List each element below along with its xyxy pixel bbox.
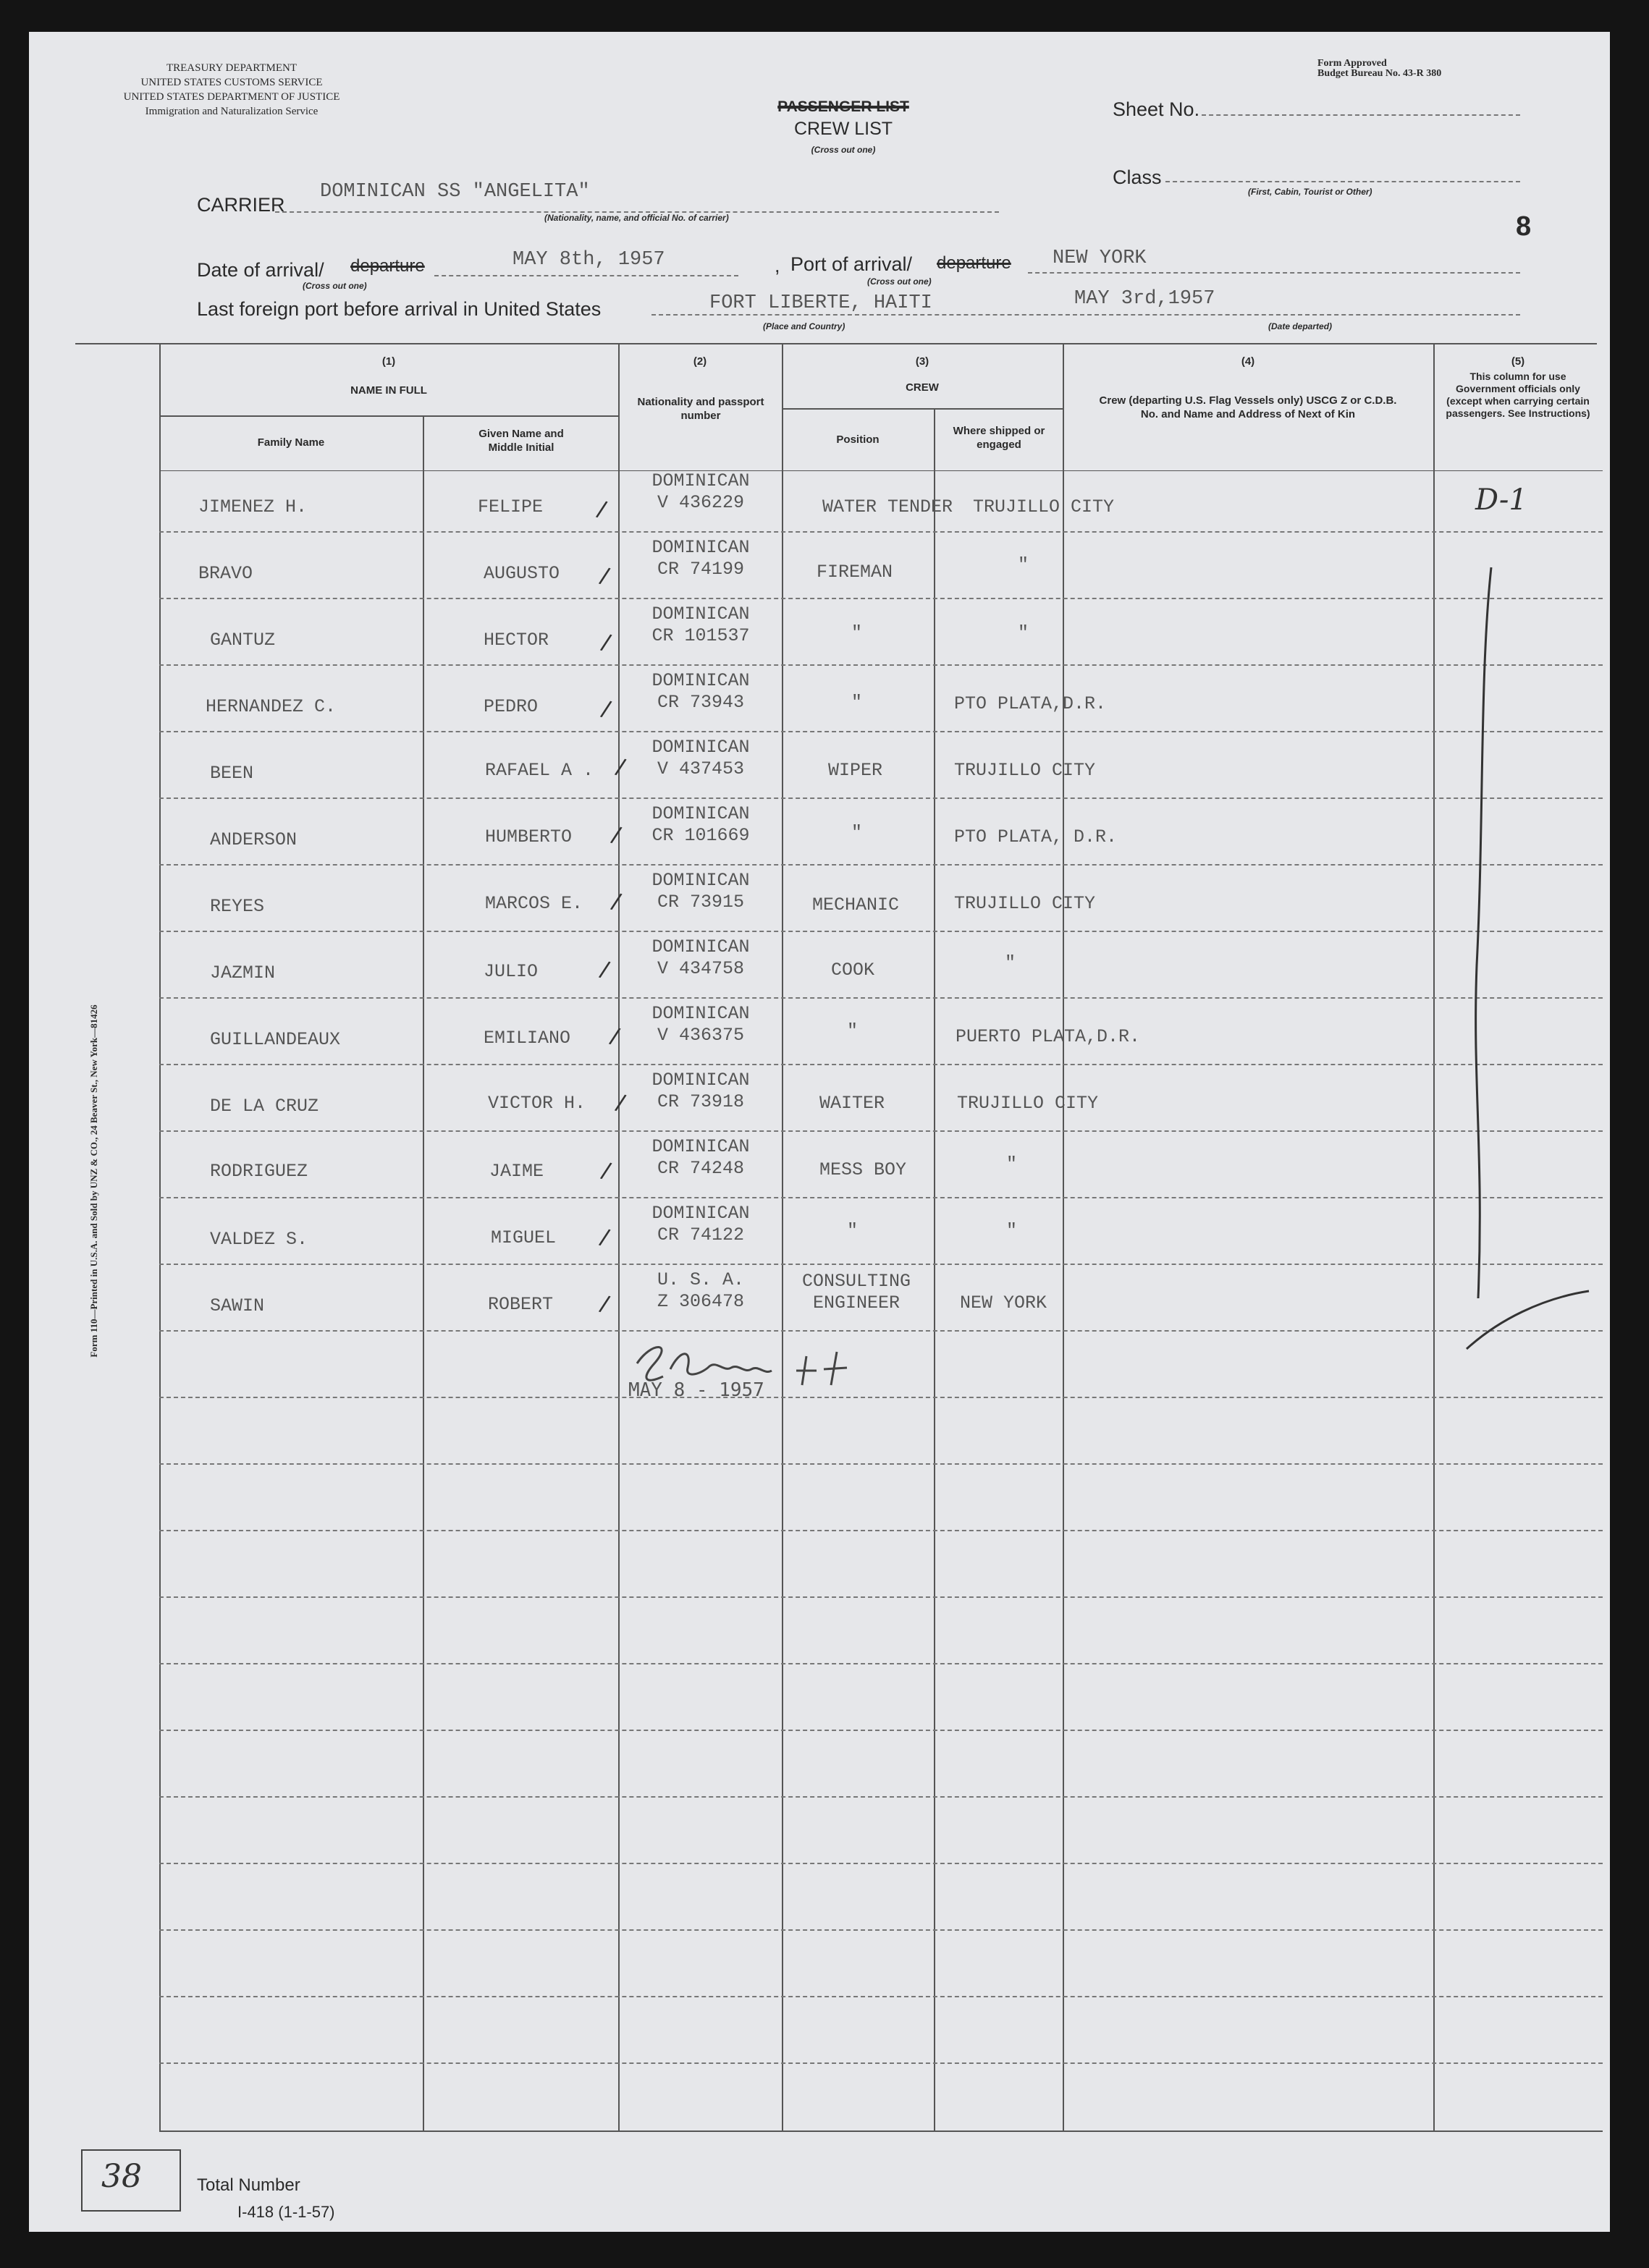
- nationality-passport: [620, 1203, 782, 1246]
- family-name: GANTUZ: [210, 630, 276, 651]
- nationality: DOMINICAN: [651, 537, 750, 558]
- check-mark: /: [612, 753, 628, 782]
- check-mark: /: [598, 1157, 614, 1186]
- agency-line-4: Immigration and Naturalization Service: [145, 106, 319, 117]
- official-bracket-line: [1441, 531, 1600, 1356]
- position: ": [851, 692, 863, 713]
- port-value: NEW YORK: [1053, 247, 1147, 269]
- nationality: DOMINICAN: [651, 1070, 750, 1091]
- date-departed-value: MAY 3rd,1957: [1074, 288, 1215, 310]
- where-shipped: PTO PLATA, D.R.: [954, 826, 1118, 847]
- carrier-value: DOMINICAN SS "ANGELITA": [320, 181, 590, 203]
- col3-title: CREW: [906, 381, 939, 394]
- passport: CR 74122: [657, 1224, 745, 1245]
- nationality-passport: [620, 1136, 782, 1180]
- col4-title: Crew (departing U.S. Flag Vessels only) USCG Z or C.D.B. No. and Name and Address of Next of Kin: [1099, 394, 1397, 420]
- position: [795, 1271, 918, 1314]
- nationality-passport: [620, 1003, 782, 1046]
- where-shipped: TRUJILLO CITY: [954, 760, 1096, 781]
- check-mark: /: [596, 1290, 612, 1319]
- row-separator: [159, 1929, 1603, 1931]
- carrier-note: (Nationality, name, and official No. of carrier): [544, 213, 729, 223]
- check-mark: /: [598, 629, 614, 658]
- check-mark: /: [594, 496, 610, 525]
- sheet-line: [1202, 114, 1520, 116]
- where-shipped: ": [1018, 622, 1029, 643]
- given-name: PEDRO: [484, 696, 539, 717]
- position: ": [851, 622, 863, 643]
- carrier-label: CARRIER: [197, 194, 285, 216]
- col5-title: This column for use Government officials only (except when carrying certain passengers. See Instructions): [1446, 371, 1590, 419]
- nationality: DOMINICAN: [651, 470, 750, 491]
- position-text: CONSULTING ENGINEER: [801, 1271, 911, 1313]
- passport: V 436229: [657, 492, 745, 513]
- check-mark: /: [607, 1023, 623, 1052]
- given-name: MARCOS E.: [485, 893, 583, 914]
- row-separator: [159, 1330, 1603, 1332]
- passport: CR 101537: [651, 625, 750, 646]
- date-cross-note: (Cross out one): [303, 281, 367, 291]
- position: ": [847, 1220, 859, 1241]
- class-label: Class: [1113, 166, 1162, 188]
- where-shipped: PUERTO PLATA,D.R.: [956, 1026, 1141, 1047]
- row-separator: [159, 598, 1603, 599]
- nationality-passport: [620, 537, 782, 580]
- position: ": [847, 1020, 859, 1041]
- date-line: [434, 275, 738, 276]
- nationality: DOMINICAN: [651, 803, 750, 824]
- nationality: DOMINICAN: [651, 1003, 750, 1024]
- passport: CR 73915: [657, 892, 745, 913]
- form-code: I-418 (1-1-57): [237, 2203, 335, 2221]
- row-separator: [159, 864, 1603, 866]
- class-line: [1165, 181, 1520, 182]
- row-separator: [159, 931, 1603, 932]
- where-shipped-header: Where shipped or engaged: [953, 425, 1045, 451]
- col2-title: Nationality and passport number: [637, 396, 764, 422]
- nationality: DOMINICAN: [651, 670, 750, 691]
- family-name: JIMENEZ H.: [198, 496, 308, 517]
- nationality: DOMINICAN: [651, 1203, 750, 1224]
- budget-bureau: Budget Bureau No. 43-R 380: [1317, 68, 1442, 79]
- passport: CR 73918: [657, 1091, 745, 1112]
- row-separator: [159, 1596, 1603, 1598]
- given-name: EMILIANO: [484, 1028, 571, 1049]
- sheet-label: Sheet No.: [1113, 98, 1200, 120]
- date-struck: departure: [350, 256, 425, 276]
- title-note: (Cross out one): [811, 145, 876, 155]
- total-number-value: 38: [101, 2158, 142, 2195]
- passport: V 434758: [657, 958, 745, 979]
- nationality-passport: [620, 803, 782, 847]
- passport: CR 101669: [651, 825, 750, 846]
- position-header: Position: [836, 433, 880, 446]
- given-name-header: Given Name and Middle Initial: [478, 428, 564, 454]
- last-port-line: [651, 314, 1520, 316]
- received-date-stamp: MAY 8 - 1957: [628, 1379, 764, 1401]
- nationality-passport: [620, 1269, 782, 1313]
- given-name: AUGUSTO: [484, 563, 560, 584]
- position: MECHANIC: [812, 894, 900, 915]
- port-line: [1028, 272, 1520, 274]
- col2-number: (2): [693, 355, 707, 368]
- passport: V 437453: [657, 758, 745, 779]
- given-name: VICTOR H.: [488, 1093, 586, 1114]
- where-shipped: ": [1006, 1220, 1018, 1241]
- passport: CR 73943: [657, 692, 745, 713]
- date-departed-note: (Date departed): [1268, 321, 1333, 331]
- check-mark: /: [608, 821, 624, 850]
- nationality-passport: [620, 470, 782, 514]
- nationality-passport: [620, 604, 782, 647]
- nationality: DOMINICAN: [651, 604, 750, 625]
- passport: CR 74248: [657, 1158, 745, 1179]
- side-printer-text: Form 110—Printed in U.S.A. and Sold by UNZ & CO., 24 Beaver St., New York—81426: [88, 1004, 99, 1358]
- comma: ,: [775, 255, 780, 276]
- family-name: RODRIGUEZ: [210, 1161, 308, 1182]
- check-mark: /: [596, 562, 612, 591]
- row-separator: [159, 1996, 1603, 1997]
- passport: CR 74199: [657, 559, 745, 580]
- nationality-passport: [620, 870, 782, 913]
- row-separator: [159, 731, 1603, 732]
- family-name: HERNANDEZ C.: [206, 696, 337, 717]
- given-name: FELIPE: [478, 496, 544, 517]
- col1-subheader-line: [159, 415, 618, 417]
- row-separator: [159, 664, 1603, 666]
- nationality-passport: [620, 1070, 782, 1113]
- check-mark: /: [608, 888, 624, 917]
- header-divider: [75, 343, 1597, 344]
- agency-line-1: TREASURY DEPARTMENT: [166, 62, 298, 74]
- check-mark: /: [596, 1224, 612, 1253]
- family-name: REYES: [210, 896, 265, 917]
- where-shipped: TRUJILLO CITY: [973, 496, 1115, 517]
- where-shipped: ": [1006, 1154, 1018, 1175]
- col-border-3a-3b: [934, 408, 935, 2131]
- row-separator: [159, 1064, 1603, 1065]
- header-bottom-line: [159, 470, 1603, 471]
- nationality: DOMINICAN: [651, 1136, 750, 1157]
- total-number-label: Total Number: [197, 2175, 300, 2195]
- last-port-value: FORT LIBERTE, HAITI: [709, 292, 932, 314]
- given-name: MIGUEL: [491, 1227, 557, 1248]
- row-separator: [159, 1530, 1603, 1531]
- given-name: JAIME: [489, 1161, 544, 1182]
- passport: V 436375: [657, 1025, 745, 1046]
- family-name: ANDERSON: [210, 829, 298, 850]
- form-approved: Form Approved: [1317, 58, 1387, 69]
- row-separator: [159, 1730, 1603, 1731]
- where-shipped: TRUJILLO CITY: [957, 1093, 1099, 1114]
- family-name: BEEN: [210, 763, 254, 784]
- col3-number: (3): [915, 355, 929, 368]
- nationality-passport: [620, 670, 782, 714]
- where-shipped: TRUJILLO CITY: [954, 893, 1096, 914]
- position: COOK: [831, 960, 875, 981]
- position: MESS BOY: [819, 1159, 907, 1180]
- given-name: ROBERT: [488, 1294, 554, 1315]
- family-name: SAWIN: [210, 1295, 265, 1316]
- port-struck: departure: [937, 253, 1011, 273]
- class-note: (First, Cabin, Tourist or Other): [1248, 187, 1372, 197]
- agency-line-3: UNITED STATES DEPARTMENT OF JUSTICE: [123, 91, 340, 103]
- col4-number: (4): [1241, 355, 1255, 368]
- where-shipped: ": [1018, 554, 1029, 575]
- row-separator: [159, 1796, 1603, 1798]
- nationality: DOMINICAN: [651, 737, 750, 758]
- given-name: HECTOR: [484, 630, 549, 651]
- family-name: DE LA CRUZ: [210, 1096, 319, 1117]
- agency-block: [72, 61, 391, 119]
- date-label: Date of arrival/: [197, 259, 324, 281]
- row-separator: [159, 997, 1603, 999]
- check-mark: /: [596, 956, 612, 985]
- family-name: BRAVO: [198, 563, 253, 584]
- arrival-date-value: MAY 8th, 1957: [513, 249, 665, 271]
- crew-list-form: [29, 32, 1610, 2232]
- row-separator: [159, 531, 1603, 533]
- title-struck: PASSENGER LIST: [777, 98, 909, 115]
- table-bottom: [159, 2131, 1603, 2132]
- nationality: DOMINICAN: [651, 936, 750, 957]
- given-name: JULIO: [484, 961, 539, 982]
- row-separator: [159, 797, 1603, 799]
- port-cross-note: (Cross out one): [867, 276, 932, 287]
- official-mark: D-1: [1475, 483, 1527, 517]
- position: WIPER: [828, 760, 883, 781]
- position: ": [851, 822, 863, 843]
- row-separator: [159, 1130, 1603, 1132]
- col-border-name: [423, 417, 424, 2131]
- check-mark: /: [612, 1089, 628, 1118]
- nationality: U. S. A.: [657, 1269, 745, 1290]
- given-name: RAFAEL A .: [485, 760, 594, 781]
- position: WATER TENDER: [822, 496, 953, 517]
- nationality-passport: [620, 737, 782, 780]
- family-name: GUILLANDEAUX: [210, 1029, 341, 1050]
- col1-number: (1): [381, 355, 396, 368]
- row-separator: [159, 1264, 1603, 1265]
- row-separator: [159, 1463, 1603, 1465]
- where-shipped: ": [1005, 952, 1016, 973]
- col5-number: (5): [1511, 355, 1525, 368]
- last-port-note: (Place and Country): [763, 321, 845, 331]
- col3-subheader-line: [782, 408, 1063, 410]
- col1-title: NAME IN FULL: [350, 384, 427, 397]
- position: FIREMAN: [817, 562, 893, 583]
- row-separator: [159, 1863, 1603, 1864]
- family-name: VALDEZ S.: [210, 1229, 308, 1250]
- page-title: CREW LIST: [793, 119, 893, 139]
- check-mark: /: [598, 695, 614, 724]
- family-name-header: Family Name: [257, 436, 325, 449]
- passport: Z 306478: [657, 1291, 745, 1312]
- sheet-number: 8: [1516, 211, 1532, 242]
- row-separator: [159, 2062, 1603, 2064]
- given-name: HUMBERTO: [485, 826, 573, 847]
- row-separator: [159, 1663, 1603, 1664]
- nationality: DOMINICAN: [651, 870, 750, 891]
- where-shipped: NEW YORK: [960, 1292, 1047, 1313]
- last-port-label: Last foreign port before arrival in United States: [197, 298, 602, 320]
- row-separator: [159, 1197, 1603, 1198]
- port-label: Port of arrival/: [790, 253, 913, 275]
- family-name: JAZMIN: [210, 962, 276, 983]
- where-shipped: PTO PLATA,D.R.: [954, 693, 1107, 714]
- nationality-passport: [620, 936, 782, 980]
- position: WAITER: [819, 1093, 885, 1114]
- agency-line-2: UNITED STATES CUSTOMS SERVICE: [140, 77, 323, 88]
